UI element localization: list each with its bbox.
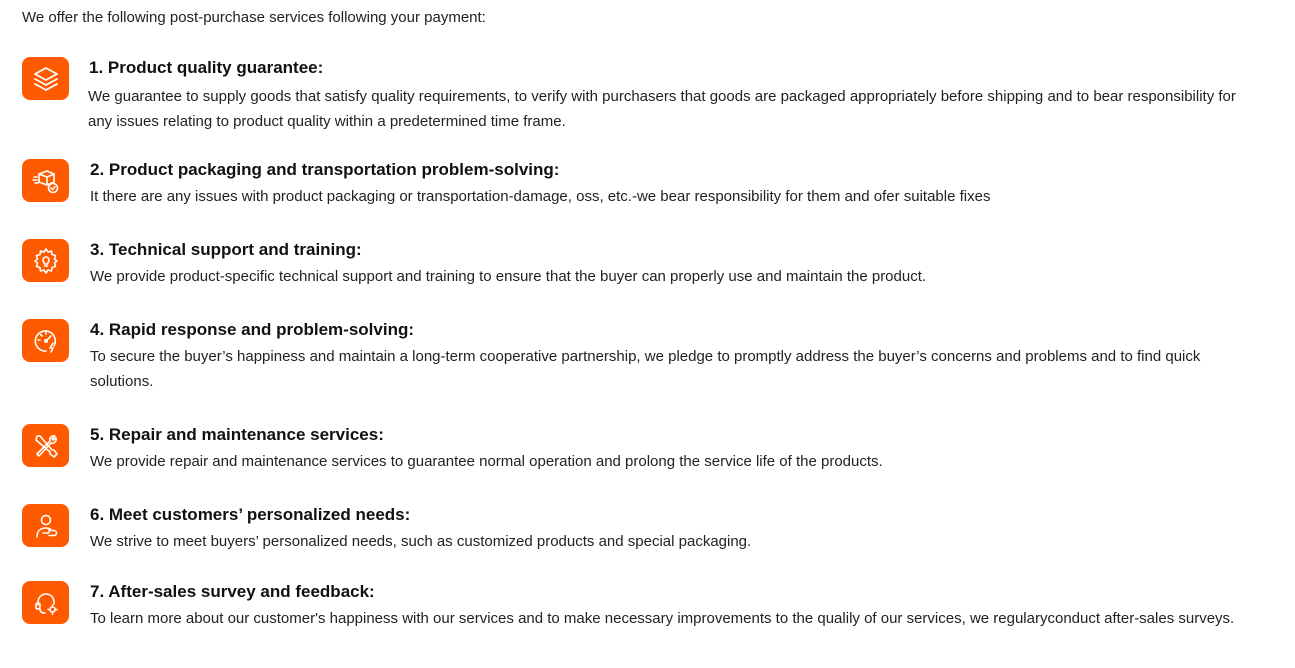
layers-icon — [22, 57, 69, 100]
service-title: 1. Product quality guarantee: — [89, 58, 324, 77]
service-title: 4. Rapid response and problem-solving: — [90, 320, 414, 339]
intro-text: We offer the following post-purchase services following your payment: — [22, 9, 486, 26]
gear-bulb-icon — [22, 239, 69, 282]
service-title: 5. Repair and maintenance services: — [90, 425, 384, 444]
service-title: 7. After-sales survey and feedback: — [90, 582, 375, 601]
service-title: 6. Meet customers’ personalized needs: — [90, 505, 411, 524]
service-description: To secure the buyer’s happiness and maintain a long-term cooperative partnership, we pledge to promptly address the buyer’s concerns and problems and to find quick solutions. — [90, 348, 1201, 390]
user-link-icon — [22, 504, 69, 547]
service-title: 3. Technical support and training: — [90, 240, 362, 259]
service-description: We strive to meet buyers’ personalized needs, such as customized products and special packaging. — [90, 533, 752, 550]
service-title: 2. Product packaging and transportation problem-solving: — [90, 160, 560, 179]
speed-gauge-icon — [22, 319, 69, 362]
tools-icon — [22, 424, 69, 467]
service-description: We provide repair and maintenance services to guarantee normal operation and prolong the service life of the products. — [90, 453, 883, 470]
service-description: It there are any issues with product packaging or transportation-damage, oss, etc.-we bear responsibility for them and ofer suitable fixes — [90, 188, 991, 205]
service-description: We guarantee to supply goods that satisfy quality requirements, to verify with purchasers that goods are packaged appropriately before shipping and to bear responsibility for any issues relating to product quality within a predetermined time frame. — [88, 88, 1236, 130]
headset-gear-icon — [22, 581, 69, 624]
service-description: To learn more about our customer's happiness with our services and to make necessary improvements to the qualily of our services, we regularyconduct after-sales surveys. — [90, 610, 1235, 627]
package-check-icon — [22, 159, 69, 202]
service-description: We provide product-specific technical support and training to ensure that the buyer can properly use and maintain the product. — [90, 268, 927, 285]
